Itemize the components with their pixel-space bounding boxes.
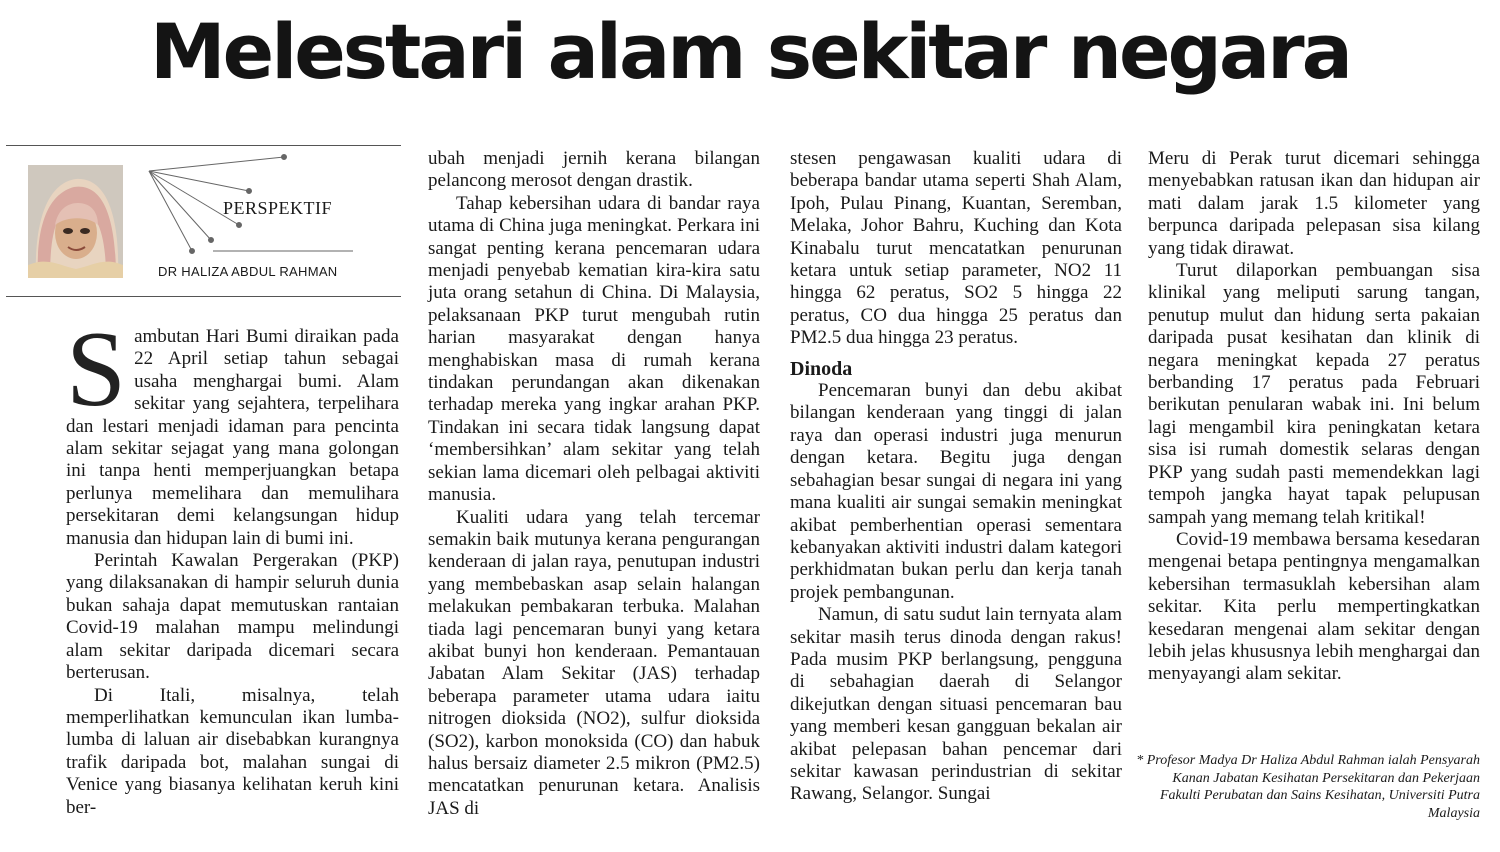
paragraph: Di Itali, misalnya, telah memperlihatkan kemunculan ikan lumba-lumba di laluan air disebabkan kurangnya trafik daripada bot, malahan sungai di Venice yang biasanya kelihatan keruh kini ber- bbox=[66, 684, 399, 818]
paragraph: Perintah Kawalan Pergerakan (PKP) yang dilaksanakan di hampir seluruh dunia bukan sahaja dapat memutuskan rantaian Covid-19 malahan mampu melindungi alam sekitar daripada dicemari secara berterusan. bbox=[66, 550, 399, 684]
author-name: DR HALIZA ABDUL RAHMAN bbox=[158, 264, 338, 279]
paragraph: Tahap kebersihan udara di bandar raya utama di China juga meningkat. Perkara ini sangat penting kerana pencemaran udara menjadi penyebab kematian kira-kira satu juta orang setahun di China. Di Malaysia, pelaksanaan PKP turut mengubah rutin harian masyarakat dengan hanya menghabiskan masa di rumah kerana tindakan perundangan akan dikenakan terhadap mereka yang ingkar arahan PKP. Tindakan ini secara tidak langsung dapat ‘membersihkan’ alam sekitar yang telah sekian lama dicemari oleh pelbagai aktiviti manusia. bbox=[428, 192, 760, 506]
byline-box bbox=[6, 145, 401, 297]
column-4 bbox=[1148, 148, 1480, 686]
paragraph: Meru di Perak turut dicemari sehingga menyebabkan ratusan ikan dan hidupan air mati dalam jarak 1.5 kilometer yang berpunca daripada pelepasan sisa kilang yang tidak dirawat. bbox=[1148, 148, 1480, 259]
paragraph: Namun, di satu sudut lain ternyata alam sekitar masih terus dinoda dengan rakus! Pada musim PKP berlangsung, pengguna di sebahagian daerah di Selangor dikejutkan dengan situasi pencemaran bau yang memberi kesan gangguan bekalan air akibat pelepasan bahan pencemar dari sekitar kawasan perindustrian di sekitar Rawang, Selangor. Sungai bbox=[790, 604, 1122, 805]
subheading: Dinoda bbox=[790, 357, 853, 380]
author-footnote: * Profesor Madya Dr Haliza Abdul Rahman ialah Pensyarah Kanan Jabatan Kesihatan Persekitaran dan Pekerjaan Fakulti Perubatan dan Sains Kesihatan, Universiti Putra Malaysia bbox=[1136, 753, 1480, 821]
paragraph: stesen pengawasan kualiti udara di beberapa bandar utama seperti Shah Alam, Ipoh, Pulau Pinang, Kuantan, Seremban, Melaka, Johor Bahru, Kuching dan Kota Kinabalu turut mencatatkan penurunan ketara untuk setiap parameter, NO2 11 hingga 62 peratus, SO2 5 hingga 22 peratus, CO dua hingga 25 peratus dan PM2.5 dua hingga 23 peratus. bbox=[790, 148, 1122, 349]
paragraph: Covid-19 membawa bersama kesedaran mengenai betapa pentingnya mengamalkan kebersihan termasuklah kebersihan alam sekitar. Kita perlu mempertingkatkan kesedaran mengenai alam sekitar dengan lebih jelas khususnya lebih menghargai dan menyayangi alam sekitar. bbox=[1148, 528, 1480, 685]
section-label: PERSPEKTIF bbox=[223, 198, 333, 218]
paragraph: ambutan Hari Bumi diraikan pada 22 April setiap tahun sebagai usaha menghargai bumi. Alam sekitar yang sejahtera, terpelihara dan lestari menjadi idaman para pencinta alam sekitar sejagat yang mana golongan ini tanpa henti memperjuangkan betapa perlunya memelihara dan memulihara persekitaran demi kelangsungan hidup manusia dan hidupan lain di bumi ini. bbox=[66, 326, 399, 549]
author-photo bbox=[28, 165, 123, 278]
column-2 bbox=[428, 148, 760, 820]
headline: Melestari alam sekitar negara bbox=[150, 7, 1350, 96]
paragraph: Turut dilaporkan pembuangan sisa klinikal yang meliputi sarung tangan, penutup mulut dan hidung serta pakaian daripada pusat kesihatan dan klinik di negara meningkat kepada 27 peratus berbanding 17 peratus pada Februari berikutan penularan wabak ini. Ini belum lagi mengambil kira peningkatan ketara sisa isi rumah domestik selaras dengan PKP yang sudah pasti memendekkan lagi tempoh jangka hayat tapak pelupusan sampah yang memang telah kritikal! bbox=[1148, 260, 1480, 528]
drop-cap: S bbox=[66, 310, 127, 429]
paragraph: Kualiti udara yang telah tercemar semakin baik mutunya kerana pengurangan kenderaan di jalan raya, penutupan industri yang membebaskan asap selain halangan melakukan pembakaran terbuka. Malahan tiada lagi pencemaran bunyi yang ketara akibat bunyi hon kenderaan. Pemantauan Jabatan Alam Sekitar (JAS) terhadap beberapa parameter utama udara iaitu nitrogen dioksida (NO2), sulfur dioksida (SO2), karbon monoksida (CO) dan habuk halus bersaiz diameter 2.5 mikron (PM2.5) mencatatkan penurunan ketara. Analisis JAS di bbox=[428, 506, 760, 819]
column-1 bbox=[66, 310, 399, 819]
paragraph: ubah menjadi jernih kerana bilangan pelancong merosot dengan drastik. bbox=[428, 148, 760, 192]
column-3 bbox=[790, 148, 1122, 806]
paragraph: Pencemaran bunyi dan debu akibat bilangan kenderaan yang tinggi di jalan raya dan operasi industri juga menurun dengan ketara. Begitu juga dengan sebahagian besar sungai di negara ini yang mana kualiti air sungai semakin meningkat akibat pemberhentian operasi sementara kebanyakan aktiviti industri dalam kategori perkhidmatan bukan perlu dan kerja tanah projek pembangunan. bbox=[790, 380, 1122, 603]
